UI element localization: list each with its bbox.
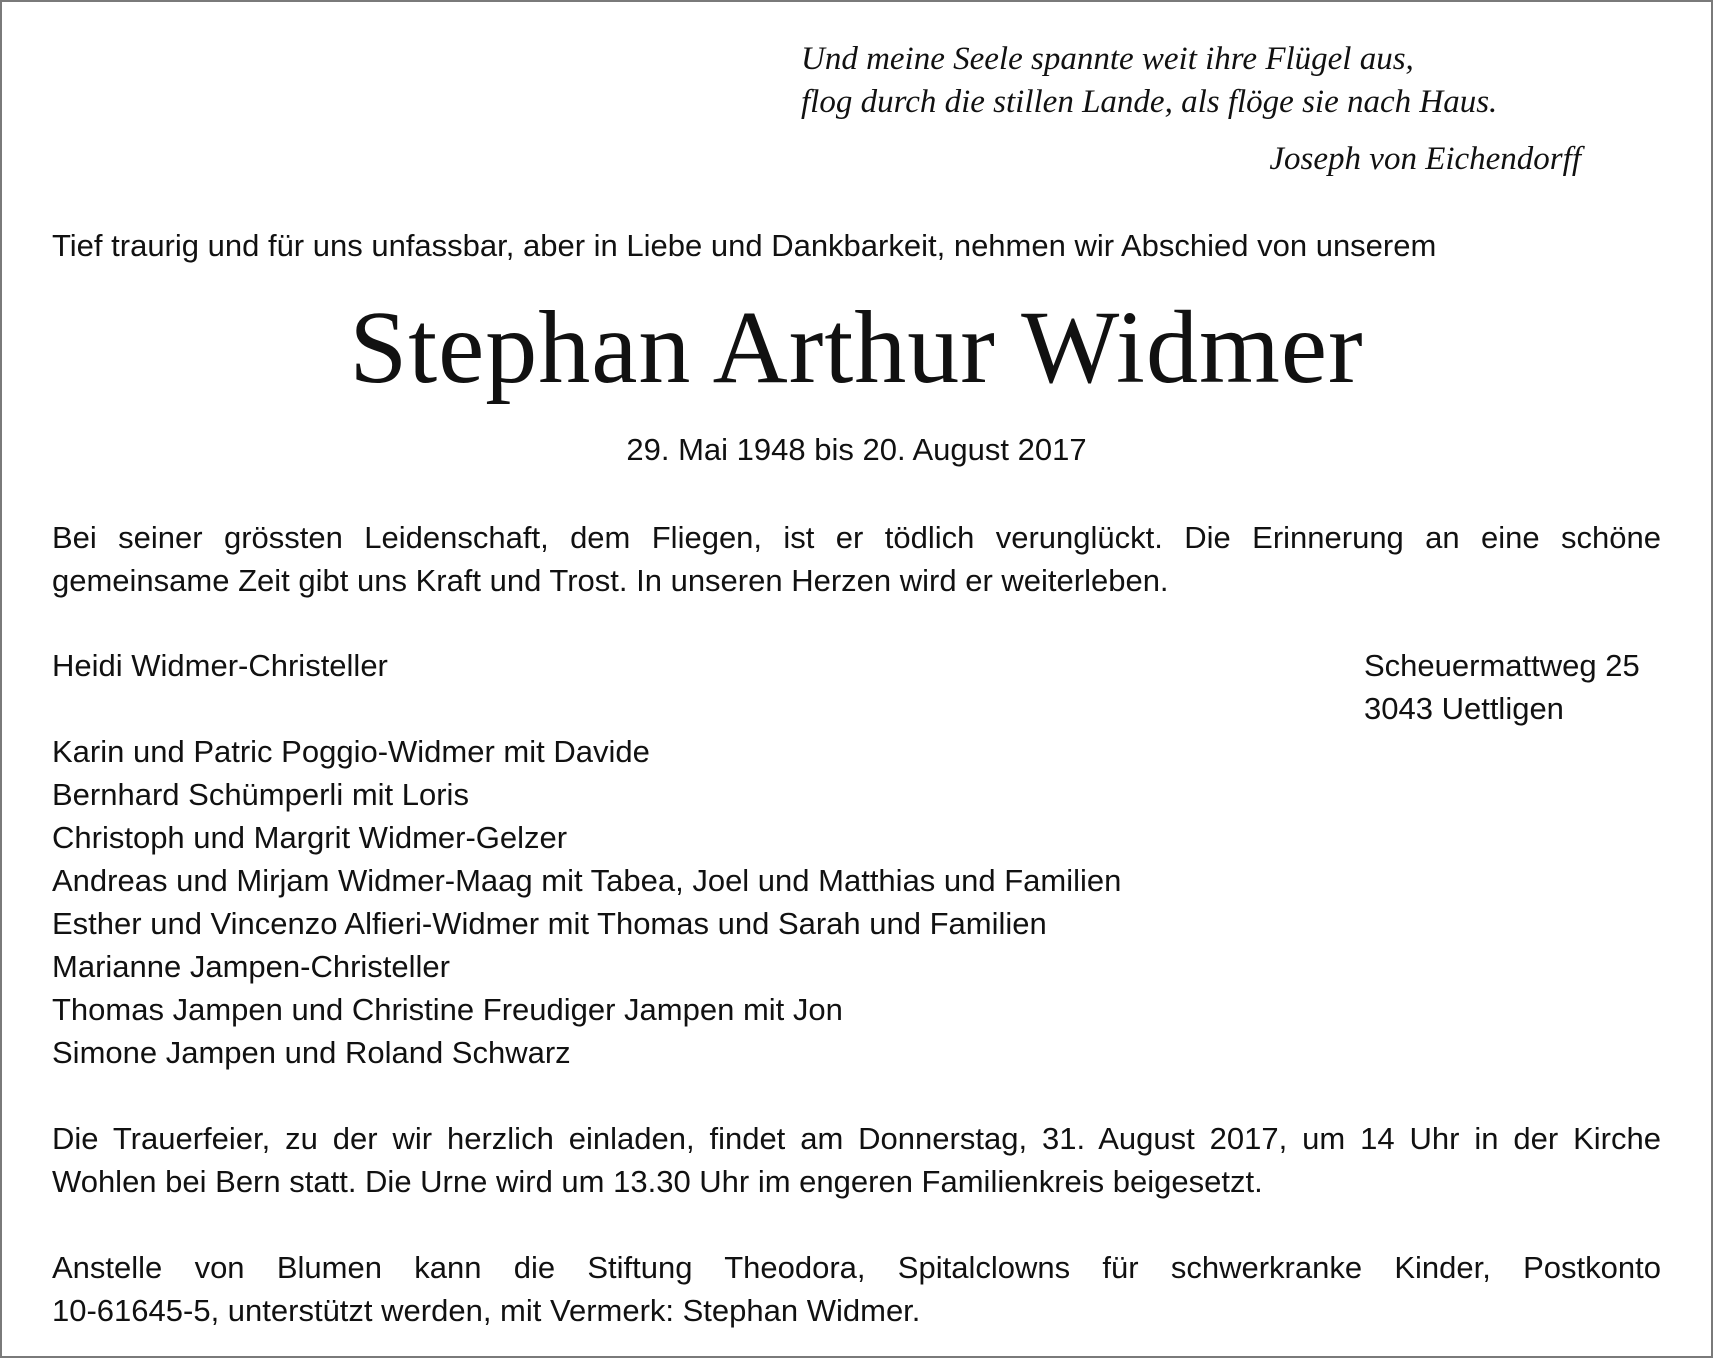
ceremony-paragraph	[52, 1117, 1661, 1203]
donation-line: 10-61645-5, unterstützt werden, mit Vermerk: Stephan Widmer.	[52, 1293, 921, 1328]
address-street: Scheuermattweg 25	[1364, 648, 1640, 683]
mourner-entry: Christoph und Margrit Widmer-Gelzer	[52, 820, 568, 855]
ceremony-line: Wohlen bei Bern statt. Die Urne wird um 13.30 Uhr im engeren Familienkreis beigesetzt.	[52, 1164, 1263, 1199]
message-line: gemeinsame Zeit gibt uns Kraft und Trost. In unseren Herzen wird er weiterleben.	[52, 563, 1169, 598]
address-city: 3043 Uettligen	[1364, 691, 1564, 726]
quote-line: Und meine Seele spannte weit ihre Flügel aus,	[801, 41, 1414, 77]
quote-author: Joseph von Eichendorff	[1269, 141, 1581, 177]
mourner-entry: Esther und Vincenzo Alfieri-Widmer mit Thomas und Sarah und Familien	[52, 906, 1047, 941]
message-paragraph	[52, 516, 1661, 602]
mourner-entry: Andreas und Mirjam Widmer-Maag mit Tabea, Joel und Matthias und Familien	[52, 863, 1122, 898]
ceremony-line: Die Trauerfeier, zu der wir herzlich einladen, findet am Donnerstag, 31. August 2017, um 14 Uhr in der Kirche	[52, 1121, 1661, 1156]
family-address	[1364, 644, 1640, 730]
mourner-entry: Karin und Patric Poggio-Widmer mit Davide	[52, 734, 650, 769]
deceased-name: Stephan Arthur Widmer	[349, 290, 1364, 405]
life-dates: 29. Mai 1948 bis 20. August 2017	[626, 432, 1087, 467]
mourner-entry: Simone Jampen und Roland Schwarz	[52, 1035, 571, 1070]
donation-paragraph	[52, 1246, 1661, 1332]
quote-line: flog durch die stillen Lande, als flöge sie nach Haus.	[801, 84, 1498, 120]
mourner-entry: Thomas Jampen und Christine Freudiger Jampen mit Jon	[52, 992, 843, 1027]
epigraph-quote	[801, 38, 1581, 181]
widow-name: Heidi Widmer-Christeller	[52, 648, 388, 683]
mourner-entry: Bernhard Schümperli mit Loris	[52, 777, 469, 812]
mourner-entry: Marianne Jampen-Christeller	[52, 949, 450, 984]
message-line: Bei seiner grössten Leidenschaft, dem Fliegen, ist er tödlich verunglückt. Die Erinnerung an eine schöne	[52, 520, 1661, 555]
donation-line: Anstelle von Blumen kann die Stiftung Theodora, Spitalclowns für schwerkranke Kinder, Postkonto	[52, 1250, 1661, 1285]
mourners-list	[52, 730, 1121, 1074]
intro-text: Tief traurig und für uns unfassbar, aber in Liebe und Dankbarkeit, nehmen wir Abschied von unserem	[52, 228, 1437, 263]
